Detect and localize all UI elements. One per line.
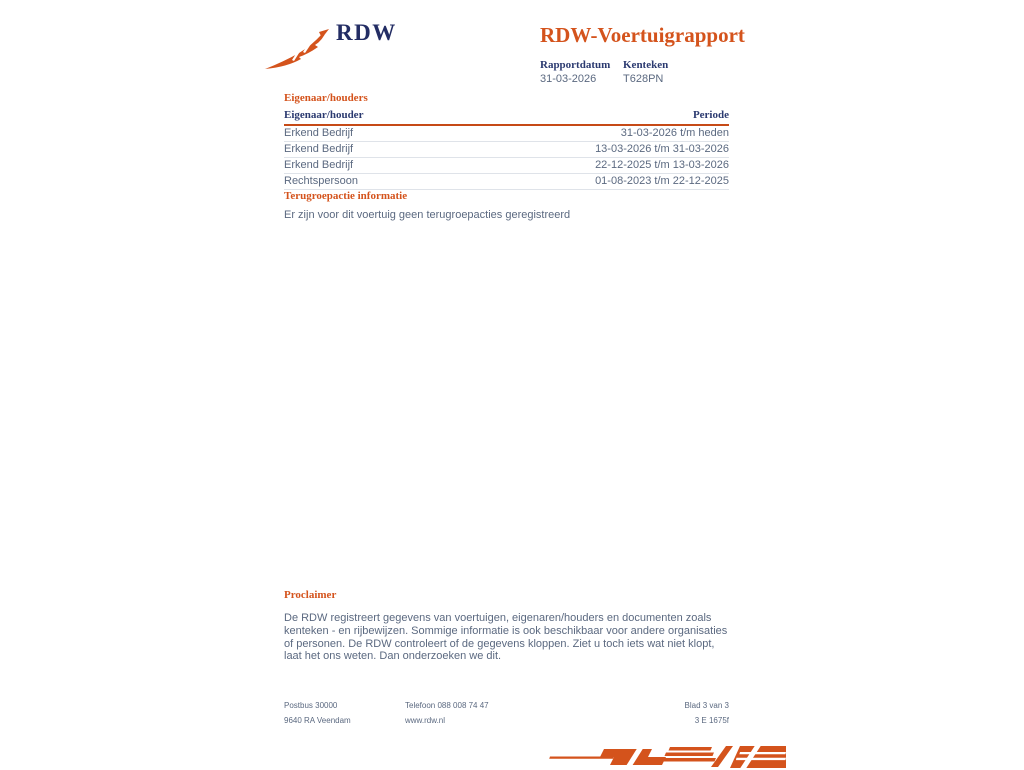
footer-website: www.rdw.nl xyxy=(405,716,446,725)
recall-section xyxy=(284,190,729,222)
recall-text: Er zijn voor dit voertuig geen terugroepacties geregistreerd xyxy=(284,209,571,221)
license-plate-value: T628PN xyxy=(623,73,664,85)
footer-address xyxy=(284,701,351,725)
report-date-label: Rapportdatum xyxy=(540,59,611,71)
table-row xyxy=(284,174,729,190)
period-cell: 31-03-2026 t/m heden xyxy=(450,125,729,142)
owner-cell: Erkend Bedrijf xyxy=(284,158,450,174)
rdw-speed-motif-icon xyxy=(540,744,786,770)
license-plate-label: Kenteken xyxy=(623,59,669,71)
owners-col-header-period: Periode xyxy=(450,109,729,125)
rdw-wing-icon xyxy=(263,28,330,70)
report-date-value: 31-03-2026 xyxy=(540,73,597,85)
owner-cell: Erkend Bedrijf xyxy=(284,125,450,142)
footer-contact xyxy=(405,701,489,725)
proclaimer-text: De RDW registreert gegevens van voertuigen, eigenaren/houders en documenten zoals kenteken - en rijbewijzen. Sommige informatie is ook beschikbaar voor andere organisaties of personen. De RDW controleert of de gegevens kloppen. Ziet u toch iets wat niet klopt, laat het ons weten. Dan onderzoeken we dit. xyxy=(284,612,728,663)
proclaimer-section xyxy=(284,589,729,663)
report-date-block xyxy=(540,59,623,85)
owners-section xyxy=(284,92,729,190)
owners-table-header-row xyxy=(284,109,729,125)
footer-pageinfo xyxy=(540,701,729,725)
owners-col-header-owner: Eigenaar/houder xyxy=(284,109,450,125)
table-row xyxy=(284,142,729,158)
owner-cell: Erkend Bedrijf xyxy=(284,142,450,158)
table-row xyxy=(284,158,729,174)
footer-phone: Telefoon 088 008 74 47 xyxy=(405,701,489,710)
owners-table xyxy=(284,109,729,190)
recall-section-title: Terugroepactie informatie xyxy=(284,190,408,202)
footer-city: 9640 RA Veendam xyxy=(284,716,351,725)
report-header xyxy=(540,23,800,85)
owner-cell: Rechtspersoon xyxy=(284,174,450,190)
rdw-logo-text: RDW xyxy=(336,20,397,45)
period-cell: 22-12-2025 t/m 13-03-2026 xyxy=(450,158,729,174)
proclaimer-section-title: Proclaimer xyxy=(284,589,337,601)
report-meta xyxy=(540,59,800,85)
footer-postbus: Postbus 30000 xyxy=(284,701,338,710)
page-title: RDW-Voertuigrapport xyxy=(540,23,745,47)
footer-form-code: 3 E 1675f xyxy=(694,716,729,725)
period-cell: 13-03-2026 t/m 31-03-2026 xyxy=(450,142,729,158)
table-row xyxy=(284,125,729,142)
owners-section-title: Eigenaar/houders xyxy=(284,92,368,104)
license-plate-block xyxy=(623,59,706,85)
period-cell: 01-08-2023 t/m 22-12-2025 xyxy=(450,174,729,190)
footer-page-indicator: Blad 3 van 3 xyxy=(684,701,729,710)
